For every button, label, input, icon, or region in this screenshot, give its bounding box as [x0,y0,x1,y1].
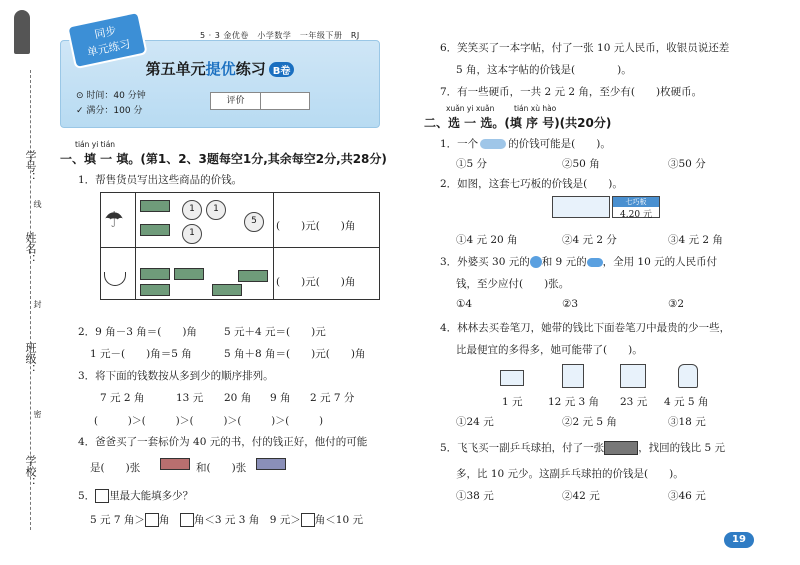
name-label: 姓名： [24,232,37,265]
option: ③18 元 [668,416,706,428]
question-2d: 5 角＋8 角＝( )元( )角 [224,348,366,360]
rocket-icon [14,10,30,54]
row1-answer: ( )元( )角 [276,220,356,232]
coin-icon: 1 [182,200,202,220]
time-text: 时间：40 分钟 [86,91,146,101]
page-title [60,58,380,79]
choice-q3-part-a: 3．外婆买 30 元的 [440,256,530,268]
series-info: 5 · 3 金优卷 小学数学 一年级下册 RJ [200,31,360,40]
amount-item: 20 角 [224,392,252,404]
choice-q2: 2．如图，这套七巧板的价钱是( )。 [440,178,623,190]
answer-box [180,513,194,527]
binding-margin [0,0,48,565]
question-4-blank2: 和( )张 [196,462,247,474]
amount-item: 9 角 [270,392,291,404]
student-id-label: 学号： [24,150,37,183]
option: ①24 元 [456,416,494,428]
question-5-number: 5． [78,490,96,502]
choice-q1-lead: 1．一个 [440,138,479,150]
sharpener-icon [562,364,584,388]
sharpener-icon [678,364,698,388]
choice-q3-part-b: 和 9 元的 [541,256,587,268]
class-label: 班级： [24,342,37,375]
table-col-divider [135,193,136,299]
time-info: ⊙ 时间：40 分钟 [76,91,146,101]
section1-title: 一、填 一 填。(第1、2、3题每空1分,其余每空2分,共28分) [60,152,387,166]
sharpener-icon [500,370,524,386]
question-5-text: 里最大能填多少？ [109,490,194,502]
option: ③46 元 [668,490,706,502]
title-prefix: 第五单元 [145,60,206,78]
table-col-divider [273,193,274,299]
tangram-box-icon [552,196,610,218]
sharpener-price: 1 元 [502,396,523,408]
question-4-blank1: 是( )张 [90,462,141,474]
question-1: 1．帮售货员写出这些商品的价钱。 [78,174,243,186]
banknote-icon [604,441,638,455]
question-5-lead [78,488,193,503]
answer-box [301,513,315,527]
badge-line-1: 同步 [93,24,118,42]
title-suffix: 练习 [235,60,266,78]
coin-icon: 1 [182,224,202,244]
section2-pinyin-a: xuǎn yi xuǎn [446,104,495,113]
option: ①5 分 [456,158,488,170]
choice-q5-line2: 多，比 10 元少。这副乒乓球拍的价钱是( )。 [456,468,684,480]
option: ①4 [456,298,473,310]
apple-icon [530,256,542,268]
banana-icon [587,258,603,267]
choice-q3-line2: 钱，至少应付( )张。 [456,278,570,290]
option: ③2 [668,298,685,310]
question-2b: 5 元＋4 元＝( )元 [224,326,326,338]
page-number: 19 [724,532,754,548]
question-2a: 2．9 角－3 角＝( )角 [78,326,197,338]
q5-item3-a: 9 元＞ [269,514,301,526]
section2-pinyin-b: tián xù hào [514,104,557,113]
price-tag-title: 七巧板 [613,197,659,207]
choice-q1 [440,136,611,151]
school-label: 学校： [24,455,37,488]
order-blanks: ( )＞( )＞( )＞( )＞( ) [94,416,324,427]
q5-item2-b: 角＜3 元 3 角 [193,514,260,526]
amount-item: 7 元 2 角 [100,392,145,404]
sharpener-price: 4 元 5 角 [664,396,709,408]
price-tag-value: 4.20 元 [620,210,652,220]
q5-item1-a: 5 元 7 角＞ [90,514,145,526]
q5-item1-b: 角 [158,514,170,526]
banknote-icon [140,224,170,236]
title-highlight: 提优 [205,60,236,78]
banknote-icon [212,284,242,296]
choice-q4-line2: 比最便宜的多得多，她可能带了( )。 [456,344,643,356]
question-6-line1: 6．笑笑买了一本字帖，付了一张 10 元人民币，收银员说还差 [440,42,730,54]
choice-q5-part-a: 5．飞飞买一副乒乓球拍，付了一张 [440,442,605,454]
option: ②42 元 [562,490,600,502]
section1-pinyin: tián yi tián [75,140,116,149]
option: ②2 元 5 角 [562,416,617,428]
bread-icon [480,139,506,149]
amount-item: 2 元 7 分 [310,392,355,404]
sharpener-price: 23 元 [620,396,648,408]
full-score-text: 满分：100 分 [86,106,143,116]
question-4-line1: 4．爸爸买了一套标价为 40 元的书，付的钱正好，他付的可能 [78,436,368,448]
badge-line-2: 单元练习 [85,37,132,60]
answer-box [145,513,159,527]
seal-fold-mark: 封 [33,300,42,308]
banknote-icon [140,200,170,212]
coin-icon: 1 [206,200,226,220]
option: ②4 元 2 分 [562,234,617,246]
banknote-icon [160,458,190,470]
question-2c: 1 元－( )角＝5 角 [90,348,192,360]
sharpener-price: 12 元 3 角 [548,396,600,408]
banknote-icon [238,270,268,282]
amount-item: 13 元 [176,392,204,404]
row2-answer: ( )元( )角 [276,276,356,288]
coin-icon: 5 [244,212,264,232]
choice-q1-tail: 的价钱可能是( )。 [508,138,611,150]
answer-box [95,489,109,503]
banknote-icon [140,284,170,296]
evaluation-label: 评价 [211,93,261,109]
question-3: 3．将下面的钱数按从多到少的顺序排列。 [78,370,274,382]
b-paper-tag: B卷 [269,62,295,77]
option: ③50 分 [668,158,706,170]
sharpener-icon [620,364,646,388]
choice-q4-line1: 4．林林去买卷笔刀，她带的钱比下面卷笔刀中最贵的少一些， [440,322,731,334]
choice-q3-part-c: ，全用 10 元的人民币付 [602,256,718,268]
choice-q3-line1 [440,254,717,269]
option: ②3 [562,298,579,310]
section2-title: 二、选 一 选。(填 序 号)(共20分) [424,116,612,130]
choice-q5-line1 [440,440,725,455]
evaluation-box [210,92,310,110]
option: ②50 角 [562,158,600,170]
seal-seal-mark: 密 [33,410,42,418]
option: ①4 元 20 角 [456,234,518,246]
seal-line-mark: 线 [33,200,42,208]
question-5-items [90,512,363,527]
full-score-info: ✓ 满分：100 分 [76,106,143,116]
q5-item3-b: 角＜10 元 [314,514,363,526]
umbrella-icon: ☂ [104,208,124,233]
table-row-divider [101,247,379,248]
option: ①38 元 [456,490,494,502]
option: ③4 元 2 角 [668,234,723,246]
choice-q5-part-b: ，找回的钱比 5 元 [638,442,726,454]
banknote-icon [140,268,170,280]
banknote-icon [174,268,204,280]
price-tag [612,196,660,218]
question-6-line2: 5 角，这本字帖的价钱是( )。 [456,64,632,76]
banknote-icon [256,458,286,470]
question-7: 7．有一些硬币，一共 2 元 2 角，至少有( )枚硬币。 [440,86,703,98]
